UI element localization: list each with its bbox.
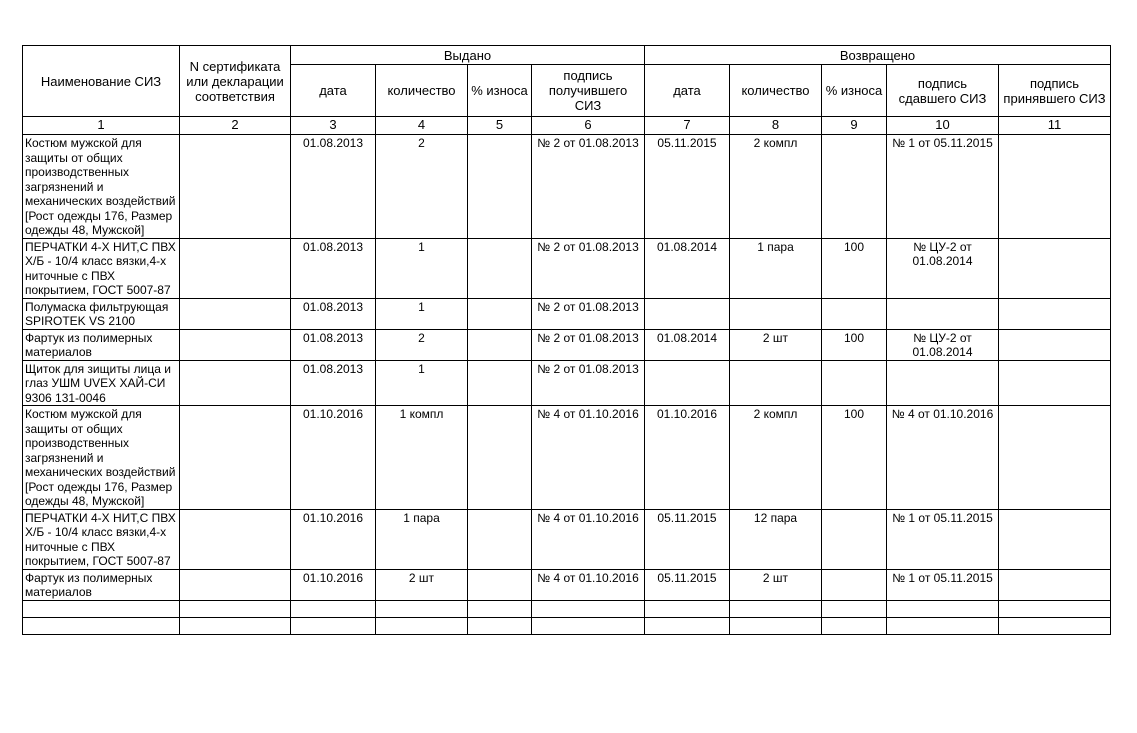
cell-returned-sign-giver: № 4 от 01.10.2016 <box>887 406 999 510</box>
column-number-row <box>23 117 1111 135</box>
table-row <box>23 329 1111 360</box>
cell-name: ПЕРЧАТКИ 4-Х НИТ,С ПВХ Х/Б - 10/4 класс вязки,4-х ниточные с ПВХ покрытием, ГОСТ 5007-87 <box>23 509 180 569</box>
empty-cell <box>822 600 887 617</box>
empty-cell <box>730 617 822 634</box>
cell-returned-sign-giver: № ЦУ-2 от 01.08.2014 <box>887 329 999 360</box>
cell-returned-sign-receiver <box>999 569 1111 600</box>
cell-cert <box>180 298 291 329</box>
cell-returned-wear <box>822 569 887 600</box>
cell-issued-wear <box>468 406 532 510</box>
table-row <box>23 569 1111 600</box>
empty-cell <box>180 600 291 617</box>
cell-returned-sign-receiver <box>999 360 1111 406</box>
cell-returned-wear <box>822 509 887 569</box>
cell-returned-qty <box>730 298 822 329</box>
table-row <box>23 135 1111 239</box>
table-row <box>23 509 1111 569</box>
siz-issue-table <box>22 45 1111 635</box>
cell-returned-date: 05.11.2015 <box>645 509 730 569</box>
cell-issued-sign: № 4 от 01.10.2016 <box>532 569 645 600</box>
empty-cell <box>645 617 730 634</box>
header-issued-sign: подпись получившего СИЗ <box>532 65 645 117</box>
cell-returned-sign-giver: № 1 от 05.11.2015 <box>887 509 999 569</box>
empty-cell <box>23 617 180 634</box>
cell-issued-date: 01.08.2013 <box>291 329 376 360</box>
cell-issued-date: 01.08.2013 <box>291 298 376 329</box>
cell-name: ПЕРЧАТКИ 4-Х НИТ,С ПВХ Х/Б - 10/4 класс вязки,4-х ниточные с ПВХ покрытием, ГОСТ 5007-87 <box>23 238 180 298</box>
cell-cert <box>180 238 291 298</box>
column-number: 6 <box>532 117 645 135</box>
header-row-top <box>23 46 1111 65</box>
empty-cell <box>376 617 468 634</box>
cell-returned-sign-giver: № 1 от 05.11.2015 <box>887 569 999 600</box>
empty-row <box>23 617 1111 634</box>
cell-issued-qty: 2 шт <box>376 569 468 600</box>
cell-returned-qty: 2 шт <box>730 569 822 600</box>
cell-issued-qty: 2 <box>376 135 468 239</box>
column-number: 5 <box>468 117 532 135</box>
cell-cert <box>180 569 291 600</box>
cell-cert <box>180 135 291 239</box>
cell-issued-sign: № 4 от 01.10.2016 <box>532 509 645 569</box>
empty-cell <box>999 617 1111 634</box>
empty-cell <box>291 600 376 617</box>
header-returned-qty: количество <box>730 65 822 117</box>
cell-issued-wear <box>468 329 532 360</box>
header-returned-sign-receiver: подпись принявшего СИЗ <box>999 65 1111 117</box>
empty-cell <box>468 617 532 634</box>
empty-cell <box>376 600 468 617</box>
cell-issued-wear <box>468 298 532 329</box>
cell-issued-wear <box>468 238 532 298</box>
header-issued-wear: % износа <box>468 65 532 117</box>
column-number: 2 <box>180 117 291 135</box>
header-returned-sign-giver: подпись сдавшего СИЗ <box>887 65 999 117</box>
header-cert: N сертификата или декларации соответствия <box>180 46 291 117</box>
empty-cell <box>887 600 999 617</box>
cell-returned-wear: 100 <box>822 329 887 360</box>
cell-name: Фартук из полимерных материалов <box>23 569 180 600</box>
column-number: 7 <box>645 117 730 135</box>
cell-name: Щиток для зищиты лица и глаз УШМ UVEX ХАЙ-СИ 9306 131-0046 <box>23 360 180 406</box>
cell-returned-sign-receiver <box>999 509 1111 569</box>
cell-issued-date: 01.10.2016 <box>291 569 376 600</box>
cell-issued-date: 01.08.2013 <box>291 135 376 239</box>
cell-name: Костюм мужской для защиты от общих производственных загрязнений и механических воздействий [Рост одежды 176, Размер одежды 48, Мужской] <box>23 406 180 510</box>
empty-cell <box>822 617 887 634</box>
empty-cell <box>887 617 999 634</box>
column-number: 3 <box>291 117 376 135</box>
header-returned-date: дата <box>645 65 730 117</box>
cell-cert <box>180 509 291 569</box>
cell-issued-date: 01.08.2013 <box>291 238 376 298</box>
cell-issued-qty: 1 <box>376 238 468 298</box>
cell-issued-wear <box>468 569 532 600</box>
header-name: Наименование СИЗ <box>23 46 180 117</box>
cell-returned-sign-giver <box>887 360 999 406</box>
cell-returned-date <box>645 298 730 329</box>
cell-issued-sign: № 2 от 01.08.2013 <box>532 135 645 239</box>
cell-returned-qty: 12 пара <box>730 509 822 569</box>
cell-returned-date: 01.08.2014 <box>645 329 730 360</box>
table-row <box>23 360 1111 406</box>
cell-returned-date <box>645 360 730 406</box>
cell-issued-wear <box>468 135 532 239</box>
cell-issued-date: 01.08.2013 <box>291 360 376 406</box>
empty-cell <box>999 600 1111 617</box>
header-issued-qty: количество <box>376 65 468 117</box>
table-row <box>23 238 1111 298</box>
cell-cert <box>180 329 291 360</box>
column-number: 11 <box>999 117 1111 135</box>
cell-returned-date: 01.10.2016 <box>645 406 730 510</box>
cell-issued-wear <box>468 509 532 569</box>
cell-returned-sign-receiver <box>999 329 1111 360</box>
cell-returned-sign-receiver <box>999 135 1111 239</box>
cell-issued-wear <box>468 360 532 406</box>
cell-returned-wear <box>822 135 887 239</box>
empty-cell <box>468 600 532 617</box>
cell-issued-sign: № 2 от 01.08.2013 <box>532 329 645 360</box>
column-number: 10 <box>887 117 999 135</box>
cell-returned-qty <box>730 360 822 406</box>
cell-returned-wear: 100 <box>822 238 887 298</box>
cell-issued-qty: 1 <box>376 360 468 406</box>
cell-returned-sign-receiver <box>999 298 1111 329</box>
column-number: 9 <box>822 117 887 135</box>
empty-cell <box>645 600 730 617</box>
column-number: 8 <box>730 117 822 135</box>
cell-name: Фартук из полимерных материалов <box>23 329 180 360</box>
cell-issued-qty: 1 <box>376 298 468 329</box>
cell-returned-sign-giver: № ЦУ-2 от 01.08.2014 <box>887 238 999 298</box>
cell-issued-sign: № 2 от 01.08.2013 <box>532 360 645 406</box>
column-number: 4 <box>376 117 468 135</box>
cell-cert <box>180 406 291 510</box>
header-returned-wear: % износа <box>822 65 887 117</box>
cell-issued-sign: № 2 от 01.08.2013 <box>532 298 645 329</box>
cell-returned-wear <box>822 360 887 406</box>
cell-issued-sign: № 2 от 01.08.2013 <box>532 238 645 298</box>
cell-returned-qty: 2 компл <box>730 406 822 510</box>
cell-returned-qty: 1 пара <box>730 238 822 298</box>
empty-cell <box>291 617 376 634</box>
cell-name: Костюм мужской для защиты от общих производственных загрязнений и механических воздействий [Рост одежды 176, Размер одежды 48, Мужской] <box>23 135 180 239</box>
cell-returned-sign-giver: № 1 от 05.11.2015 <box>887 135 999 239</box>
cell-returned-date: 05.11.2015 <box>645 569 730 600</box>
empty-row <box>23 600 1111 617</box>
table-body <box>23 117 1111 635</box>
table-row <box>23 406 1111 510</box>
header-issued-group: Выдано <box>291 46 645 65</box>
cell-returned-qty: 2 шт <box>730 329 822 360</box>
cell-issued-sign: № 4 от 01.10.2016 <box>532 406 645 510</box>
cell-cert <box>180 360 291 406</box>
empty-cell <box>180 617 291 634</box>
cell-issued-qty: 1 компл <box>376 406 468 510</box>
table-row <box>23 298 1111 329</box>
cell-returned-date: 05.11.2015 <box>645 135 730 239</box>
cell-returned-qty: 2 компл <box>730 135 822 239</box>
empty-cell <box>532 617 645 634</box>
cell-issued-qty: 2 <box>376 329 468 360</box>
empty-cell <box>730 600 822 617</box>
empty-cell <box>23 600 180 617</box>
cell-name: Полумаска фильтрующая SPIROTEK VS 2100 <box>23 298 180 329</box>
cell-returned-sign-receiver <box>999 238 1111 298</box>
cell-returned-wear: 100 <box>822 406 887 510</box>
column-number: 1 <box>23 117 180 135</box>
cell-issued-qty: 1 пара <box>376 509 468 569</box>
header-returned-group: Возвращено <box>645 46 1111 65</box>
cell-returned-sign-receiver <box>999 406 1111 510</box>
header-issued-date: дата <box>291 65 376 117</box>
empty-cell <box>532 600 645 617</box>
cell-returned-date: 01.08.2014 <box>645 238 730 298</box>
cell-returned-wear <box>822 298 887 329</box>
cell-issued-date: 01.10.2016 <box>291 509 376 569</box>
cell-returned-sign-giver <box>887 298 999 329</box>
cell-issued-date: 01.10.2016 <box>291 406 376 510</box>
